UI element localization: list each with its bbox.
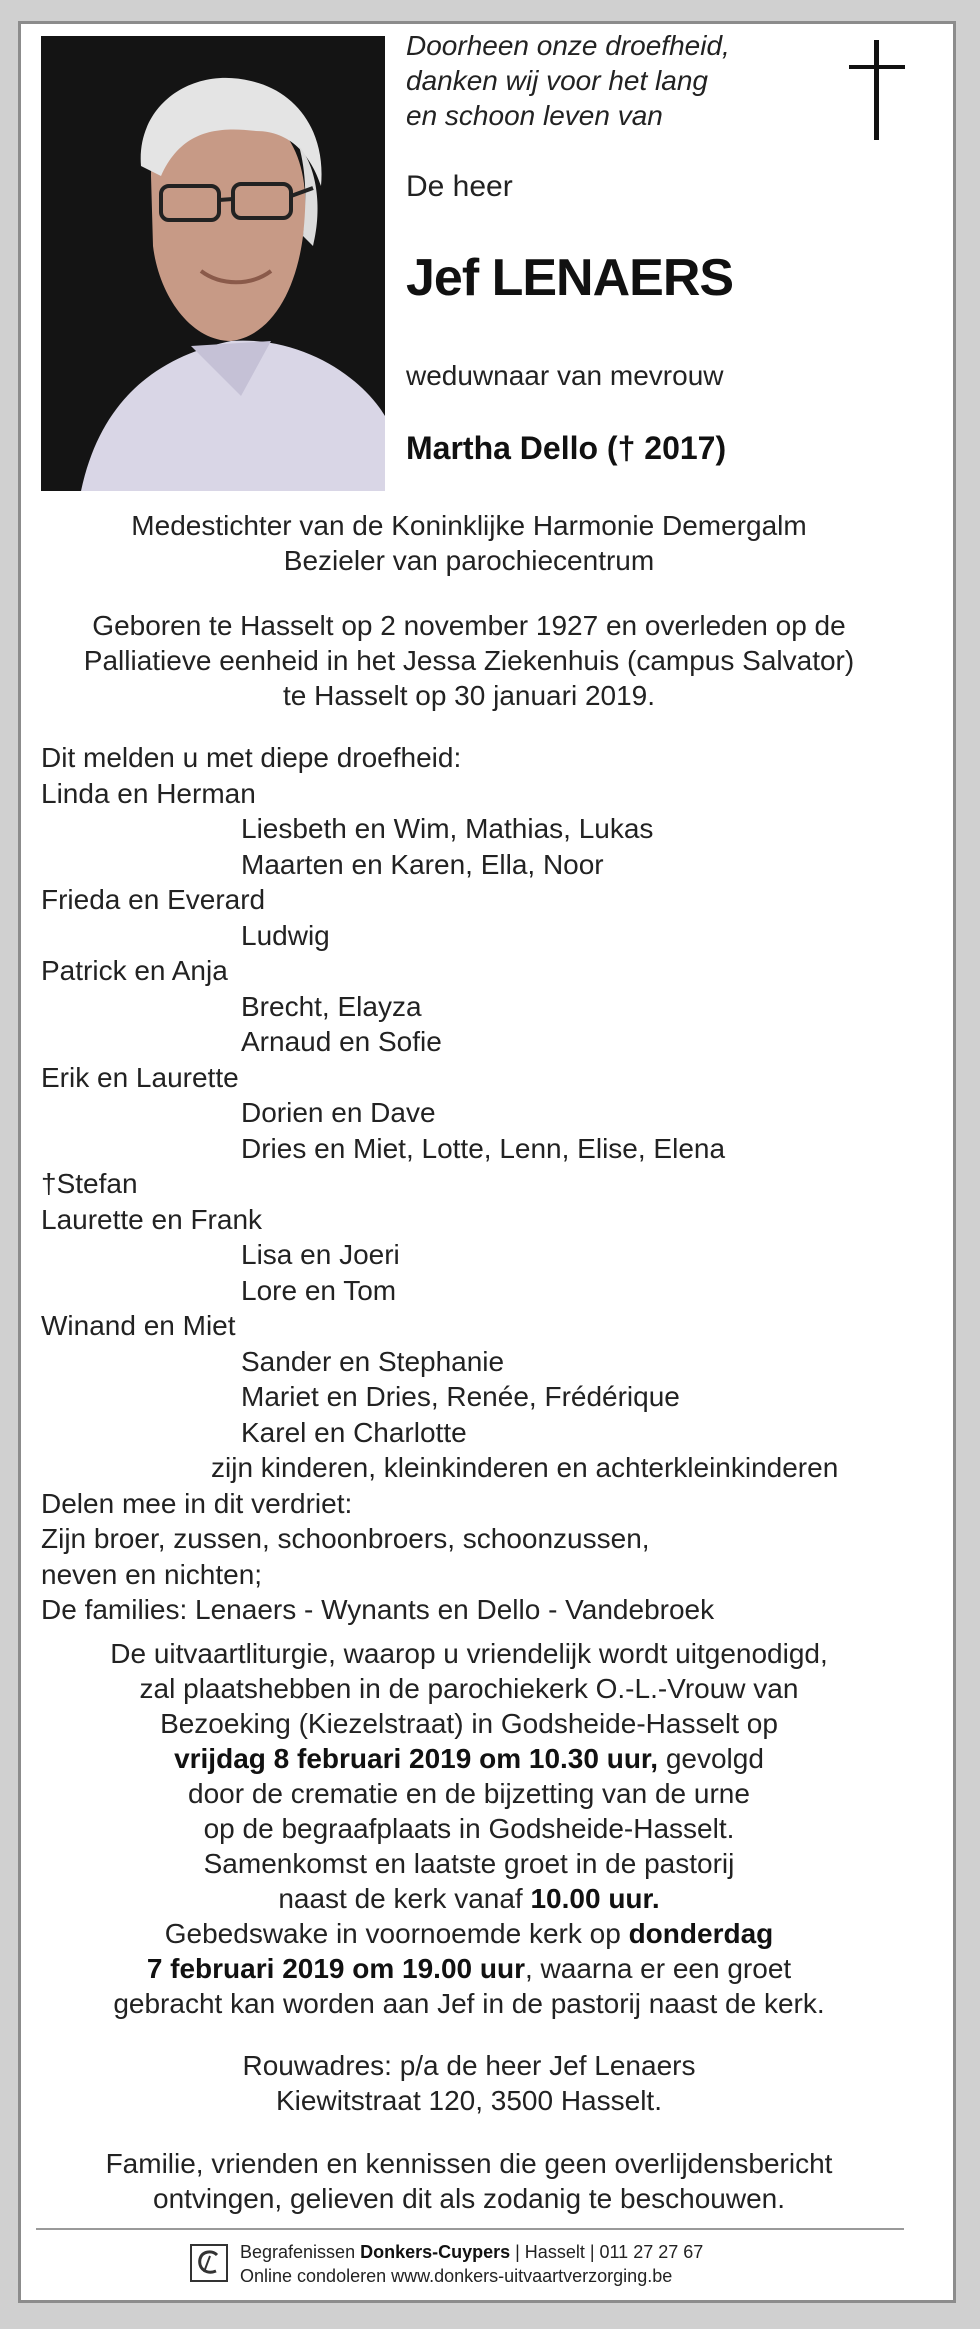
funeral-line: door de crematie en de bijzetting van de urne [188,1778,750,1809]
footer-online-link[interactable]: Online condoleren www.donkers-uitvaartverzorging.be [240,2266,673,2286]
family-list [41,740,921,1628]
notice-block [41,2146,897,2216]
funeral-line: Bezoeking (Kiezelstraat) in Godsheide-Hasselt op [160,1708,778,1739]
vigil-day: donderdag [628,1918,774,1949]
honorific: De heer [406,170,513,203]
birth-death-block [41,608,897,713]
intro-line: Doorheen onze droefheid, [406,30,730,61]
roles-block [41,508,897,578]
family-row: Liesbeth en Wim, Mathias, Lukas [241,813,654,844]
footer-prefix: Begrafenissen [240,2242,361,2262]
widow-line: weduwnaar van mevrouw [406,360,724,391]
footer-company-line [240,2240,703,2264]
address-block [41,2048,897,2118]
portrait-photo [41,36,385,491]
notice-line: ontvingen, gelieven dit als zodanig te beschouwen. [153,2183,785,2214]
funeral-block [41,1636,897,2021]
vigil-date: 7 februari 2019 om 19.00 uur [146,1953,525,1984]
family-row: †Stefan [41,1168,138,1199]
footer-contact: | Hasselt | 011 27 27 67 [510,2242,704,2262]
funeral-text: naast de kerk vanaf [278,1883,531,1914]
family-row: Lore en Tom [241,1274,397,1306]
family-row: Brecht, Elayza [241,990,422,1022]
family-row: Maarten en Karen, Ella, Noor [241,848,604,880]
role-line: Bezieler van parochiecentrum [283,545,655,576]
footer-text [240,2240,703,2288]
funeral-home-logo-icon [190,2244,228,2282]
funeral-text: gevolgd [658,1743,764,1774]
footer-divider [36,2228,904,2230]
birth-death-line: Palliatieve eenheid in het Jessa Ziekenhuis (campus Salvator) [83,645,855,676]
notice-line: Familie, vrienden en kennissen die geen overlijdensbericht [105,2148,833,2179]
family-row: Lisa en Joeri [241,1239,400,1270]
intro-text [406,28,826,133]
family-row: Laurette en Frank [41,1203,263,1235]
role-line: Medestichter van de Koninklijke Harmonie Demergalm [131,510,807,541]
funeral-line: gebracht kan worden aan Jef in de pastorij naast de kerk. [113,1988,825,2019]
address-line: Rouwadres: p/a de heer Jef Lenaers [242,2050,696,2081]
family-row: zijn kinderen, kleinkinderen en achterkleinkinderen [211,1452,839,1483]
funeral-line: Samenkomst en laatste groet in de pastorij [203,1848,735,1879]
gathering-time: 10.00 uur. [530,1883,660,1914]
family-row: Arnaud en Sofie [241,1026,442,1057]
funeral-line [41,1951,897,1986]
intro-line: danken wij voor het lang [406,65,708,96]
deceased-name: Jef LENAERS [406,249,734,307]
footer-company: Donkers-Cuypers [360,2242,511,2262]
funeral-line: zal plaatshebben in de parochiekerk O.-L.-Vrouw van [139,1673,799,1704]
funeral-line [41,1881,897,1916]
family-row: Mariet en Dries, Renée, Frédérique [241,1381,680,1412]
address-line: Kiewitstraat 120, 3500 Hasselt. [276,2085,662,2116]
family-row: Dorien en Dave [241,1097,436,1128]
family-row: Linda en Herman [41,777,256,809]
footer [190,2240,790,2290]
funeral-text: , waarna er een groet [525,1953,792,1984]
family-row: Sander en Stephanie [241,1345,505,1377]
funeral-line: op de begraafplaats in Godsheide-Hasselt. [203,1813,735,1844]
birth-death-line: Geboren te Hasselt op 2 november 1927 en overleden op de [92,610,846,641]
family-row: Zijn broer, zussen, schoonbroers, schoonzussen, [41,1523,650,1554]
family-row: Dit melden u met diepe droefheid: [41,742,462,773]
intro-line: en schoon leven van [406,100,663,131]
family-row: Frieda en Everard [41,884,266,915]
family-row: Ludwig [241,919,330,951]
family-row: Winand en Miet [41,1310,236,1341]
family-row: neven en nichten; [41,1558,263,1590]
birth-death-line: te Hasselt op 30 januari 2019. [282,680,656,711]
funeral-line [41,1916,897,1951]
family-row: Delen mee in dit verdriet: [41,1487,353,1519]
family-row: Karel en Charlotte [241,1416,467,1448]
family-row: Patrick en Anja [41,955,228,986]
family-row: Dries en Miet, Lotte, Lenn, Elise, Elena [241,1132,726,1164]
funeral-date: vrijdag 8 februari 2019 om 10.30 uur, [174,1743,659,1774]
funeral-line [41,1741,897,1776]
spouse-name: Martha Dello († 2017) [406,430,727,466]
funeral-line: De uitvaartliturgie, waarop u vriendelijk wordt uitgenodigd, [110,1638,828,1669]
family-row: Erik en Laurette [41,1061,239,1093]
portrait-illustration [41,36,385,491]
family-row: De families: Lenaers - Wynants en Dello - Vandebroek [41,1594,715,1625]
cross-icon [847,40,907,140]
funeral-text: Gebedswake in voornoemde kerk op [164,1918,629,1949]
